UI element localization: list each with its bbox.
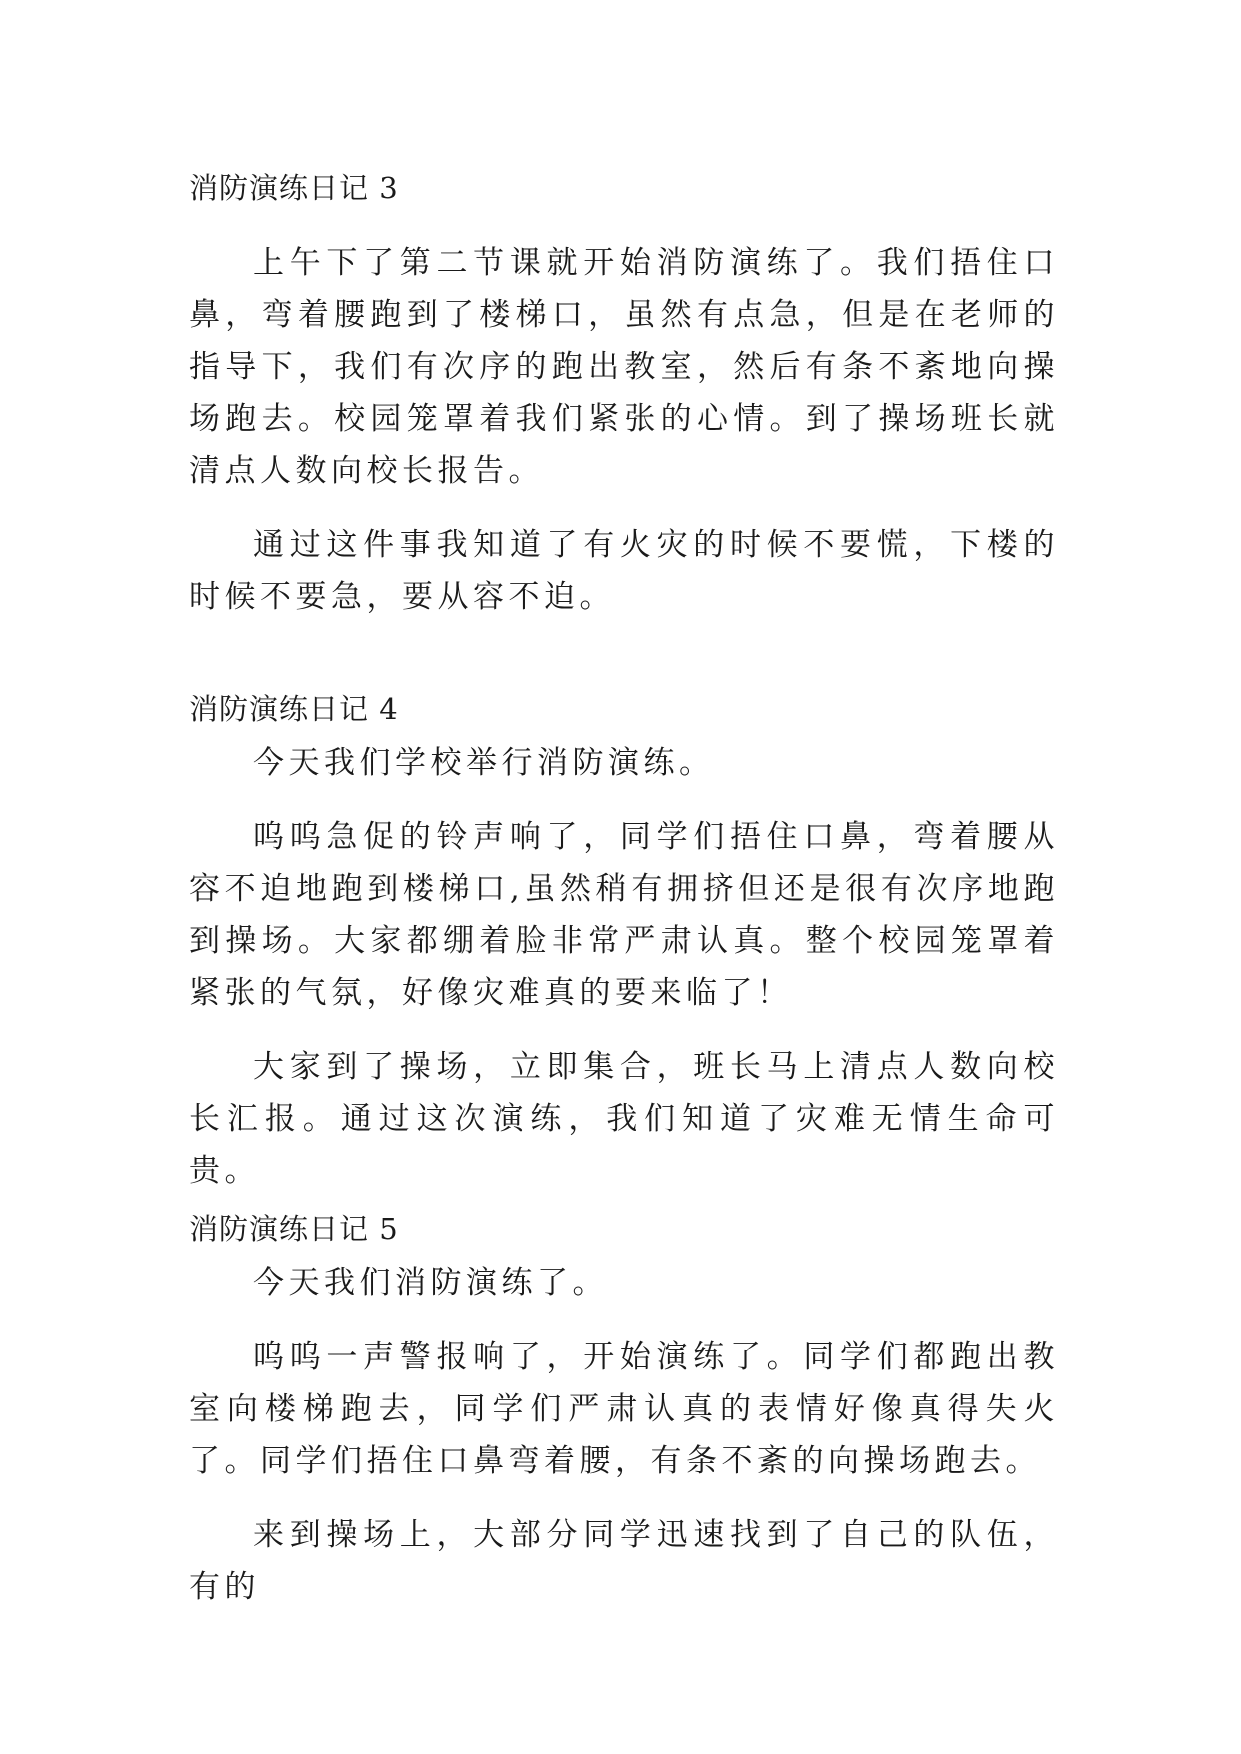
section-title: 消防演练日记 5	[189, 1212, 399, 1246]
paragraph: 今天我们学校举行消防演练。	[253, 745, 715, 781]
diary-section-5	[189, 1203, 1059, 1613]
paragraph: 今天我们消防演练了。	[253, 1265, 608, 1301]
paragraph: 大家到了操场，立即集合，班长马上清点人数向校长汇报。通过这次演练，我们知道了灾难无情生命可贵。	[189, 1049, 1059, 1189]
paragraph: 上午下了第二节课就开始消防演练了。我们捂住口鼻，弯着腰跑到了楼梯口，虽然有点急，但是在老师的指导下，我们有次序的跑出教室，然后有条不紊地向操场跑去。校园笼罩着我们紧张的心情。到了操场班长就清点人数向校长报告。	[189, 245, 1059, 489]
diary-section-3	[189, 162, 1059, 623]
section-title: 消防演练日记 4	[189, 692, 399, 726]
diary-section-4	[189, 683, 1059, 1197]
paragraph: 呜呜一声警报响了，开始演练了。同学们都跑出教室向楼梯跑去，同学们严肃认真的表情好像真得失火了。同学们捂住口鼻弯着腰，有条不紊的向操场跑去。	[189, 1339, 1059, 1479]
paragraph: 来到操场上，大部分同学迅速找到了自己的队伍，有的	[189, 1517, 1059, 1605]
paragraph: 呜呜急促的铃声响了，同学们捂住口鼻，弯着腰从容不迫地跑到楼梯口,虽然稍有拥挤但还是很有次序地跑到操场。大家都绷着脸非常严肃认真。整个校园笼罩着紧张的气氛，好像灾难真的要来临了！	[189, 819, 1059, 1011]
section-title: 消防演练日记 3	[189, 171, 399, 205]
paragraph: 通过这件事我知道了有火灾的时候不要慌，下楼的时候不要急，要从容不迫。	[189, 527, 1059, 615]
